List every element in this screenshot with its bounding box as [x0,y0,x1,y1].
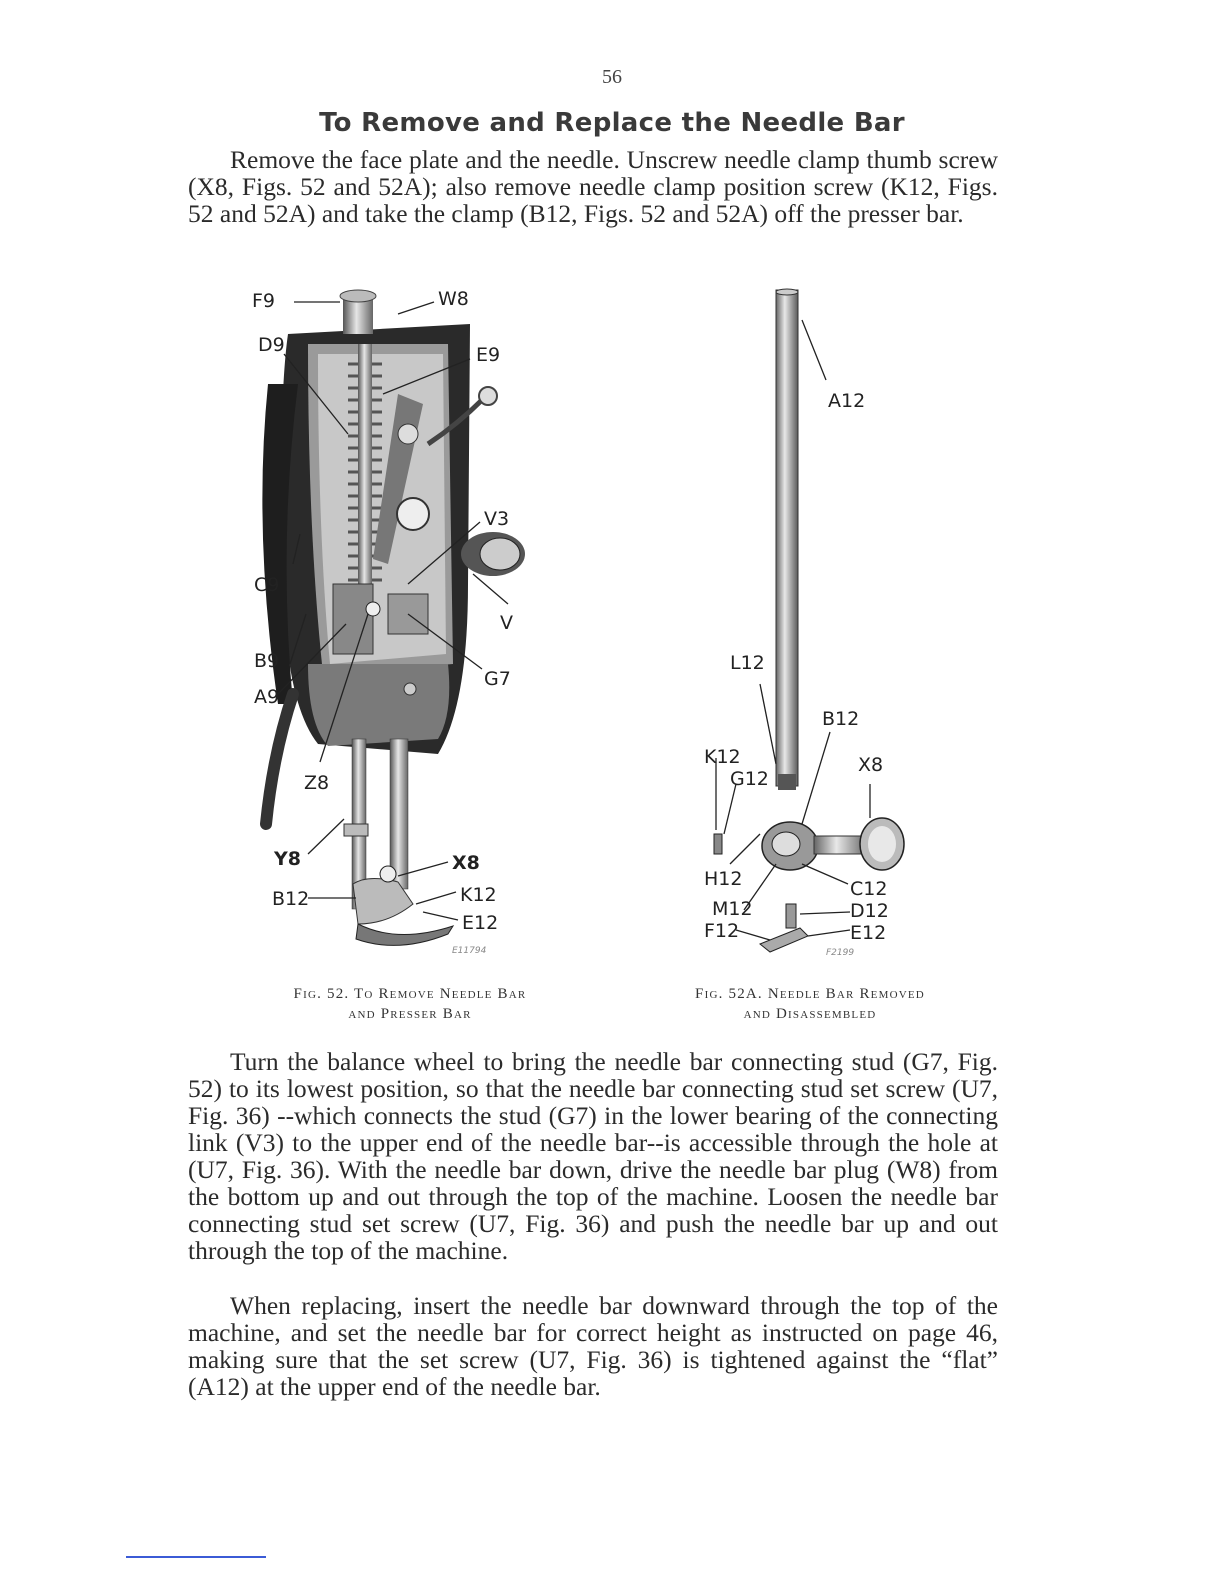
label-v3: V3 [484,508,510,530]
paragraph-removal: Turn the balance wheel to bring the needle bar connecting stud (G7, Fig. 52) to its lowest position, so that the needle bar connecting stud set screw (U7, Fig. 36) --which connects the stud (G7) in the lower bearing of the connecting link (V3) to the upper end of the needle bar--is accessible through the hole at (U7, Fig. 36). With the needle bar down, drive the needle bar plug (W8) from the bottom up and out through the top of the machine. Loosen the needle bar connecting stud set screw (U7, Fig. 36) and push the needle bar up and out through the top of the machine. [188,1047,998,1265]
label-b12: B12 [272,888,310,910]
figure-52a-caption-line2: and Disassembled [743,1006,877,1022]
figure-52-caption [220,984,600,1024]
paragraph-intro: Remove the face plate and the needle. Unscrew needle clamp thumb screw (X8, Figs. 52 and 52A); also remove needle clamp position screw (K12, Figs. 52 and 52A) and take the clamp (B12, Figs. 52 and 52A) off the presser bar. [188,145,998,228]
figure-52a-caption-line1: Fig. 52A. Needle Bar Removed [695,986,925,1002]
label-e12-part: E12 [850,922,887,944]
label-m12: M12 [712,898,753,920]
label-a12: A12 [828,390,866,412]
page-title: To Remove and Replace the Needle Bar [319,108,905,138]
label-f9: F9 [252,290,276,312]
figure-52-machine-head [248,284,548,974]
label-x8-part: X8 [858,754,884,776]
label-k12-part: K12 [704,746,741,768]
page-number: 56 [602,66,622,88]
label-g7: G7 [484,668,511,690]
figure-52-caption-line2: and Presser Bar [348,1006,472,1022]
label-e12: E12 [462,912,499,934]
label-f12: F12 [704,920,740,942]
label-g12: G12 [730,768,769,790]
label-a9: A9 [254,686,280,708]
label-w8: W8 [438,288,469,310]
label-d9: D9 [258,334,285,356]
label-x8: X8 [452,852,480,874]
label-c9: C9 [254,574,280,596]
figure-52a-code: F2199 [826,948,855,958]
label-b9: B9 [254,650,280,672]
footer-rule [126,1556,266,1558]
label-l12: L12 [730,652,765,674]
figure-52a-caption [620,984,1000,1024]
label-h12: H12 [704,868,743,890]
paragraph-replacement: When replacing, insert the needle bar downward through the top of the machine, and set the needle bar for correct height as instructed on page 46, making sure that the set screw (U7, Fig. 36) is tightened against the “flat” (A12) at the upper end of the needle bar. [188,1291,998,1401]
label-v: V [500,612,513,634]
label-k12: K12 [460,884,497,906]
label-z8: Z8 [304,772,330,794]
label-b12-part: B12 [822,708,860,730]
label-e9: E9 [476,344,501,366]
figure-52-code: E11794 [452,946,487,956]
label-c12: C12 [850,878,888,900]
label-y8: Y8 [274,848,301,870]
figure-52a-needle-bar [690,284,960,974]
label-d12: D12 [850,900,889,922]
figure-52-caption-line1: Fig. 52. To Remove Needle Bar [293,986,527,1002]
